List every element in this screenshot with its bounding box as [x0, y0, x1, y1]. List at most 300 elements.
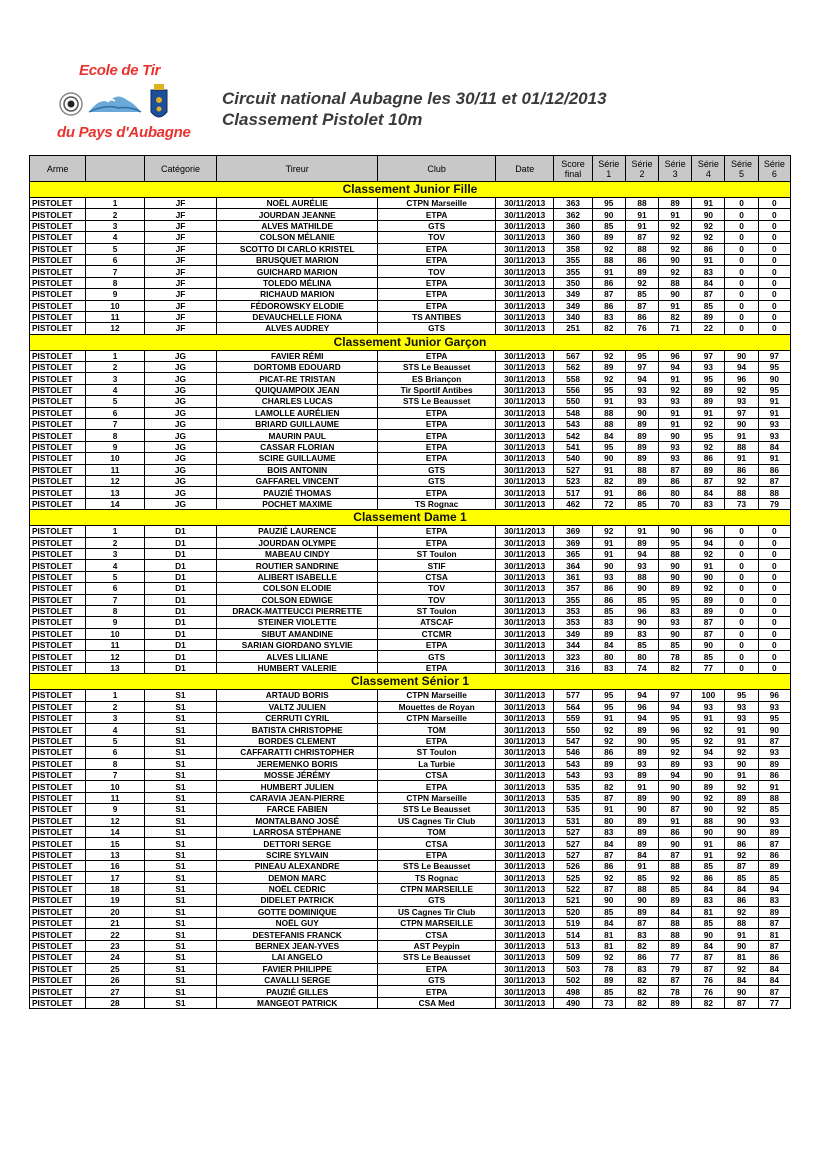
table-cell: 17: [86, 872, 144, 883]
table-cell: HUMBERT JULIEN: [217, 781, 378, 792]
table-cell: 85: [758, 872, 790, 883]
table-cell: 95: [659, 735, 692, 746]
table-cell: 30/11/2013: [496, 300, 554, 311]
table-row: [30, 277, 791, 288]
table-cell: VALTZ JULIEN: [217, 701, 378, 712]
table-cell: 0: [758, 266, 790, 277]
table-cell: 92: [725, 849, 758, 860]
table-cell: 363: [554, 198, 592, 209]
table-cell: 30/11/2013: [496, 232, 554, 243]
table-cell: 30/11/2013: [496, 548, 554, 559]
table-cell: TOV: [378, 594, 496, 605]
table-cell: 77: [692, 662, 725, 673]
table-cell: 86: [625, 254, 658, 265]
table-cell: DORTOMB EDOUARD: [217, 362, 378, 373]
table-cell: 2: [86, 209, 144, 220]
table-row: [30, 232, 791, 243]
header-cell: Catégorie: [144, 156, 216, 182]
table-cell: 90: [659, 792, 692, 803]
table-row: [30, 209, 791, 220]
table-cell: MABEAU CINDY: [217, 548, 378, 559]
table-cell: 16: [86, 861, 144, 872]
table-cell: PISTOLET: [30, 243, 86, 254]
table-cell: 15: [86, 838, 144, 849]
table-cell: 30/11/2013: [496, 396, 554, 407]
table-cell: CAFFARATTI CHRISTOPHER: [217, 747, 378, 758]
table-cell: 0: [725, 220, 758, 231]
table-cell: 0: [725, 628, 758, 639]
table-cell: 85: [592, 605, 625, 616]
table-cell: 0: [725, 617, 758, 628]
table-cell: 540: [554, 453, 592, 464]
table-cell: 5: [86, 735, 144, 746]
table-row: [30, 220, 791, 231]
table-cell: S1: [144, 758, 216, 769]
table-row: [30, 952, 791, 963]
table-cell: DETTORI SERGE: [217, 838, 378, 849]
table-cell: ETPA: [378, 243, 496, 254]
table-cell: 89: [625, 475, 658, 486]
table-cell: ETPA: [378, 209, 496, 220]
table-cell: 81: [692, 906, 725, 917]
table-cell: 4: [86, 384, 144, 395]
table-cell: 10: [86, 453, 144, 464]
table-cell: 30/11/2013: [496, 781, 554, 792]
table-cell: 527: [554, 838, 592, 849]
table-cell: 10: [86, 628, 144, 639]
table-row: [30, 792, 791, 803]
table-cell: 92: [692, 548, 725, 559]
table-cell: BATISTA CHRISTOPHE: [217, 724, 378, 735]
table-cell: 349: [554, 628, 592, 639]
logo-emblem-icon: [55, 82, 195, 126]
table-cell: 82: [625, 975, 658, 986]
table-cell: 30/11/2013: [496, 487, 554, 498]
table-cell: 92: [725, 804, 758, 815]
table-cell: 0: [758, 232, 790, 243]
table-cell: 94: [692, 537, 725, 548]
table-cell: SARIAN GIORDANO SYLVIE: [217, 640, 378, 651]
table-row: [30, 975, 791, 986]
table-cell: 97: [692, 350, 725, 361]
table-cell: 27: [86, 986, 144, 997]
table-cell: 91: [592, 266, 625, 277]
table-cell: 83: [592, 617, 625, 628]
table-cell: 30/11/2013: [496, 198, 554, 209]
table-cell: 30/11/2013: [496, 826, 554, 837]
table-cell: 12: [86, 475, 144, 486]
table-row: [30, 350, 791, 361]
table-cell: 88: [758, 792, 790, 803]
table-cell: 340: [554, 311, 592, 322]
table-cell: 90: [659, 560, 692, 571]
table-row: [30, 453, 791, 464]
table-cell: 26: [86, 975, 144, 986]
table-cell: 96: [692, 526, 725, 537]
table-row: [30, 929, 791, 940]
table-cell: GTS: [378, 323, 496, 334]
table-cell: 0: [725, 232, 758, 243]
table-cell: 95: [758, 362, 790, 373]
table-cell: STEINER VIOLETTE: [217, 617, 378, 628]
table-cell: JOURDAN OLYMPE: [217, 537, 378, 548]
table-cell: 82: [625, 997, 658, 1008]
table-cell: PISTOLET: [30, 209, 86, 220]
table-cell: 30/11/2013: [496, 289, 554, 300]
table-cell: PISTOLET: [30, 526, 86, 537]
table-cell: 88: [592, 254, 625, 265]
table-row: [30, 815, 791, 826]
table-cell: 92: [659, 266, 692, 277]
table-cell: 89: [625, 769, 658, 780]
table-cell: 95: [592, 441, 625, 452]
table-cell: PISTOLET: [30, 384, 86, 395]
table-cell: 89: [625, 747, 658, 758]
table-cell: 73: [725, 498, 758, 509]
table-cell: 84: [625, 849, 658, 860]
table-cell: PAUZIÉ THOMAS: [217, 487, 378, 498]
table-cell: 92: [725, 384, 758, 395]
table-cell: 2: [86, 701, 144, 712]
header-cell: Arme: [30, 156, 86, 182]
table-cell: JF: [144, 323, 216, 334]
table-cell: PISTOLET: [30, 266, 86, 277]
table-row: [30, 430, 791, 441]
table-cell: 82: [692, 997, 725, 1008]
table-cell: 83: [659, 605, 692, 616]
table-cell: S1: [144, 815, 216, 826]
results-table: [29, 155, 791, 1009]
table-cell: JEREMENKO BORIS: [217, 758, 378, 769]
table-cell: 90: [692, 209, 725, 220]
table-cell: 92: [659, 243, 692, 254]
table-cell: 30/11/2013: [496, 861, 554, 872]
table-cell: CTSA: [378, 571, 496, 582]
table-cell: 30/11/2013: [496, 209, 554, 220]
table-cell: 90: [659, 430, 692, 441]
table-cell: 30/11/2013: [496, 311, 554, 322]
table-cell: 84: [758, 975, 790, 986]
table-cell: 10: [86, 781, 144, 792]
ranking-title: Classement Pistolet 10m: [222, 110, 423, 129]
table-row: [30, 906, 791, 917]
table-cell: JG: [144, 498, 216, 509]
table-cell: 91: [625, 861, 658, 872]
table-cell: BRUSQUET MARION: [217, 254, 378, 265]
table-cell: ETPA: [378, 487, 496, 498]
table-cell: 90: [725, 940, 758, 951]
table-cell: PISTOLET: [30, 963, 86, 974]
table-row: [30, 628, 791, 639]
table-cell: 3: [86, 713, 144, 724]
table-cell: 12: [86, 323, 144, 334]
table-cell: 88: [725, 441, 758, 452]
table-cell: PISTOLET: [30, 952, 86, 963]
table-cell: 84: [659, 906, 692, 917]
table-cell: PISTOLET: [30, 826, 86, 837]
table-cell: 550: [554, 396, 592, 407]
table-cell: 93: [625, 758, 658, 769]
table-cell: 97: [659, 690, 692, 701]
table-row: [30, 464, 791, 475]
table-cell: GUICHARD MARION: [217, 266, 378, 277]
table-cell: 9: [86, 441, 144, 452]
table-cell: PISTOLET: [30, 861, 86, 872]
table-cell: 7: [86, 419, 144, 430]
table-cell: 96: [758, 690, 790, 701]
table-cell: PISTOLET: [30, 640, 86, 651]
table-cell: 323: [554, 651, 592, 662]
table-cell: 30/11/2013: [496, 628, 554, 639]
table-cell: S1: [144, 895, 216, 906]
table-cell: S1: [144, 872, 216, 883]
table-cell: CTPN MARSEILLE: [378, 918, 496, 929]
table-cell: GOTTE DOMINIQUE: [217, 906, 378, 917]
table-cell: 30/11/2013: [496, 838, 554, 849]
table-cell: 91: [625, 526, 658, 537]
table-cell: 0: [725, 583, 758, 594]
table-cell: 11: [86, 311, 144, 322]
table-row: [30, 605, 791, 616]
table-cell: 521: [554, 895, 592, 906]
table-cell: PISTOLET: [30, 617, 86, 628]
table-cell: PISTOLET: [30, 300, 86, 311]
table-cell: 535: [554, 804, 592, 815]
table-cell: ETPA: [378, 662, 496, 673]
table-cell: 30/11/2013: [496, 849, 554, 860]
table-cell: 83: [625, 628, 658, 639]
table-cell: 2: [86, 362, 144, 373]
table-cell: 76: [692, 975, 725, 986]
table-cell: 93: [692, 758, 725, 769]
table-row: [30, 243, 791, 254]
table-cell: 92: [659, 872, 692, 883]
table-cell: 89: [625, 537, 658, 548]
section-title: Classement Junior Garçon: [30, 334, 791, 350]
table-cell: NOËL GUY: [217, 918, 378, 929]
table-cell: 7: [86, 769, 144, 780]
table-cell: 88: [659, 548, 692, 559]
table-row: [30, 560, 791, 571]
table-row: [30, 747, 791, 758]
table-cell: 84: [692, 487, 725, 498]
table-cell: 82: [625, 986, 658, 997]
table-cell: 24: [86, 952, 144, 963]
table-cell: 82: [592, 475, 625, 486]
table-cell: FARCE FABIEN: [217, 804, 378, 815]
table-cell: CTCMR: [378, 628, 496, 639]
table-cell: 564: [554, 701, 592, 712]
table-cell: PISTOLET: [30, 758, 86, 769]
table-cell: SCIRE SYLVAIN: [217, 849, 378, 860]
table-cell: 83: [592, 826, 625, 837]
table-row: [30, 475, 791, 486]
table-cell: 85: [625, 498, 658, 509]
table-row: [30, 300, 791, 311]
table-row: [30, 594, 791, 605]
table-cell: 9: [86, 289, 144, 300]
table-row: [30, 419, 791, 430]
table-cell: 22: [86, 929, 144, 940]
table-cell: 8: [86, 605, 144, 616]
table-cell: 0: [758, 548, 790, 559]
table-cell: 91: [592, 548, 625, 559]
table-cell: CTSA: [378, 838, 496, 849]
table-cell: 14: [86, 826, 144, 837]
table-cell: 1: [86, 350, 144, 361]
table-cell: ETPA: [378, 430, 496, 441]
table-cell: 92: [692, 792, 725, 803]
table-cell: 86: [758, 849, 790, 860]
table-cell: 94: [659, 362, 692, 373]
table-cell: JF: [144, 300, 216, 311]
table-row: [30, 861, 791, 872]
table-cell: 88: [659, 861, 692, 872]
table-cell: ALVES MATHILDE: [217, 220, 378, 231]
table-cell: 30/11/2013: [496, 617, 554, 628]
table-cell: S1: [144, 986, 216, 997]
table-cell: 546: [554, 747, 592, 758]
table-cell: 8: [86, 430, 144, 441]
table-cell: 94: [692, 747, 725, 758]
logo-text-top: Ecole de Tir: [79, 62, 161, 79]
table-cell: ES Briançon: [378, 373, 496, 384]
table-cell: 535: [554, 781, 592, 792]
table-cell: 527: [554, 826, 592, 837]
table-cell: D1: [144, 571, 216, 582]
table-cell: 92: [692, 583, 725, 594]
table-cell: S1: [144, 849, 216, 860]
table-cell: 93: [725, 713, 758, 724]
table-cell: 7: [86, 266, 144, 277]
table-cell: 85: [659, 883, 692, 894]
table-cell: 89: [625, 724, 658, 735]
table-cell: PISTOLET: [30, 475, 86, 486]
table-cell: ETPA: [378, 300, 496, 311]
table-cell: 89: [592, 628, 625, 639]
table-cell: PISTOLET: [30, 464, 86, 475]
table-cell: PISTOLET: [30, 548, 86, 559]
table-cell: 92: [725, 906, 758, 917]
table-cell: 517: [554, 487, 592, 498]
table-cell: 535: [554, 792, 592, 803]
table-cell: ATSCAF: [378, 617, 496, 628]
table-cell: ALIBERT ISABELLE: [217, 571, 378, 582]
table-cell: STIF: [378, 560, 496, 571]
table-cell: 11: [86, 464, 144, 475]
table-cell: 95: [659, 537, 692, 548]
table-cell: D1: [144, 640, 216, 651]
table-cell: 80: [592, 815, 625, 826]
table-cell: 93: [758, 701, 790, 712]
table-cell: 79: [758, 498, 790, 509]
table-cell: 88: [592, 407, 625, 418]
table-cell: 558: [554, 373, 592, 384]
table-cell: 90: [592, 453, 625, 464]
table-cell: GTS: [378, 895, 496, 906]
table-cell: DEMON MARC: [217, 872, 378, 883]
header-row: [30, 156, 791, 182]
table-cell: 92: [725, 747, 758, 758]
table-cell: AST Peypin: [378, 940, 496, 951]
header-cell: Série 4: [692, 156, 725, 182]
table-cell: 541: [554, 441, 592, 452]
table-cell: 91: [758, 453, 790, 464]
table-cell: 30/11/2013: [496, 430, 554, 441]
table-cell: 86: [592, 300, 625, 311]
table-cell: 1: [86, 198, 144, 209]
table-cell: Mouettes de Royan: [378, 701, 496, 712]
table-cell: 86: [625, 487, 658, 498]
table-cell: 87: [758, 735, 790, 746]
table-cell: 91: [692, 560, 725, 571]
table-cell: 0: [725, 323, 758, 334]
table-cell: 92: [592, 724, 625, 735]
table-cell: COLSON MÉLANIE: [217, 232, 378, 243]
table-cell: 87: [625, 918, 658, 929]
table-cell: PISTOLET: [30, 487, 86, 498]
table-cell: 86: [692, 453, 725, 464]
table-cell: S1: [144, 963, 216, 974]
table-cell: STS Le Beausset: [378, 362, 496, 373]
table-cell: 0: [725, 198, 758, 209]
table-cell: 89: [692, 594, 725, 605]
table-cell: 25: [86, 963, 144, 974]
table-cell: 3: [86, 220, 144, 231]
table-cell: 30/11/2013: [496, 895, 554, 906]
table-row: [30, 498, 791, 509]
table-cell: 92: [692, 735, 725, 746]
table-cell: 85: [592, 220, 625, 231]
table-cell: 89: [758, 906, 790, 917]
table-cell: 86: [758, 769, 790, 780]
table-cell: S1: [144, 997, 216, 1008]
table-cell: 90: [625, 804, 658, 815]
table-cell: 97: [758, 350, 790, 361]
table-cell: PISTOLET: [30, 430, 86, 441]
table-cell: 88: [725, 918, 758, 929]
title-block: [222, 88, 607, 130]
table-cell: 88: [625, 571, 658, 582]
table-cell: 357: [554, 583, 592, 594]
table-cell: 78: [592, 963, 625, 974]
table-cell: 30/11/2013: [496, 872, 554, 883]
table-cell: PISTOLET: [30, 918, 86, 929]
table-cell: 527: [554, 464, 592, 475]
table-cell: CERRUTI CYRIL: [217, 713, 378, 724]
table-cell: 30/11/2013: [496, 986, 554, 997]
table-cell: 90: [592, 895, 625, 906]
table-cell: 87: [659, 464, 692, 475]
table-cell: 94: [625, 690, 658, 701]
table-cell: PISTOLET: [30, 781, 86, 792]
table-cell: 89: [625, 826, 658, 837]
table-cell: BERNEX JEAN-YVES: [217, 940, 378, 951]
table-cell: STS Le Beausset: [378, 396, 496, 407]
table-cell: 0: [725, 526, 758, 537]
table-cell: ETPA: [378, 640, 496, 651]
table-row: [30, 690, 791, 701]
table-cell: 10: [86, 300, 144, 311]
table-cell: 0: [725, 605, 758, 616]
table-cell: 513: [554, 940, 592, 951]
table-cell: PISTOLET: [30, 724, 86, 735]
table-cell: 83: [692, 895, 725, 906]
table-cell: 0: [725, 266, 758, 277]
table-cell: 91: [725, 769, 758, 780]
table-cell: 30/11/2013: [496, 690, 554, 701]
table-cell: 89: [592, 232, 625, 243]
